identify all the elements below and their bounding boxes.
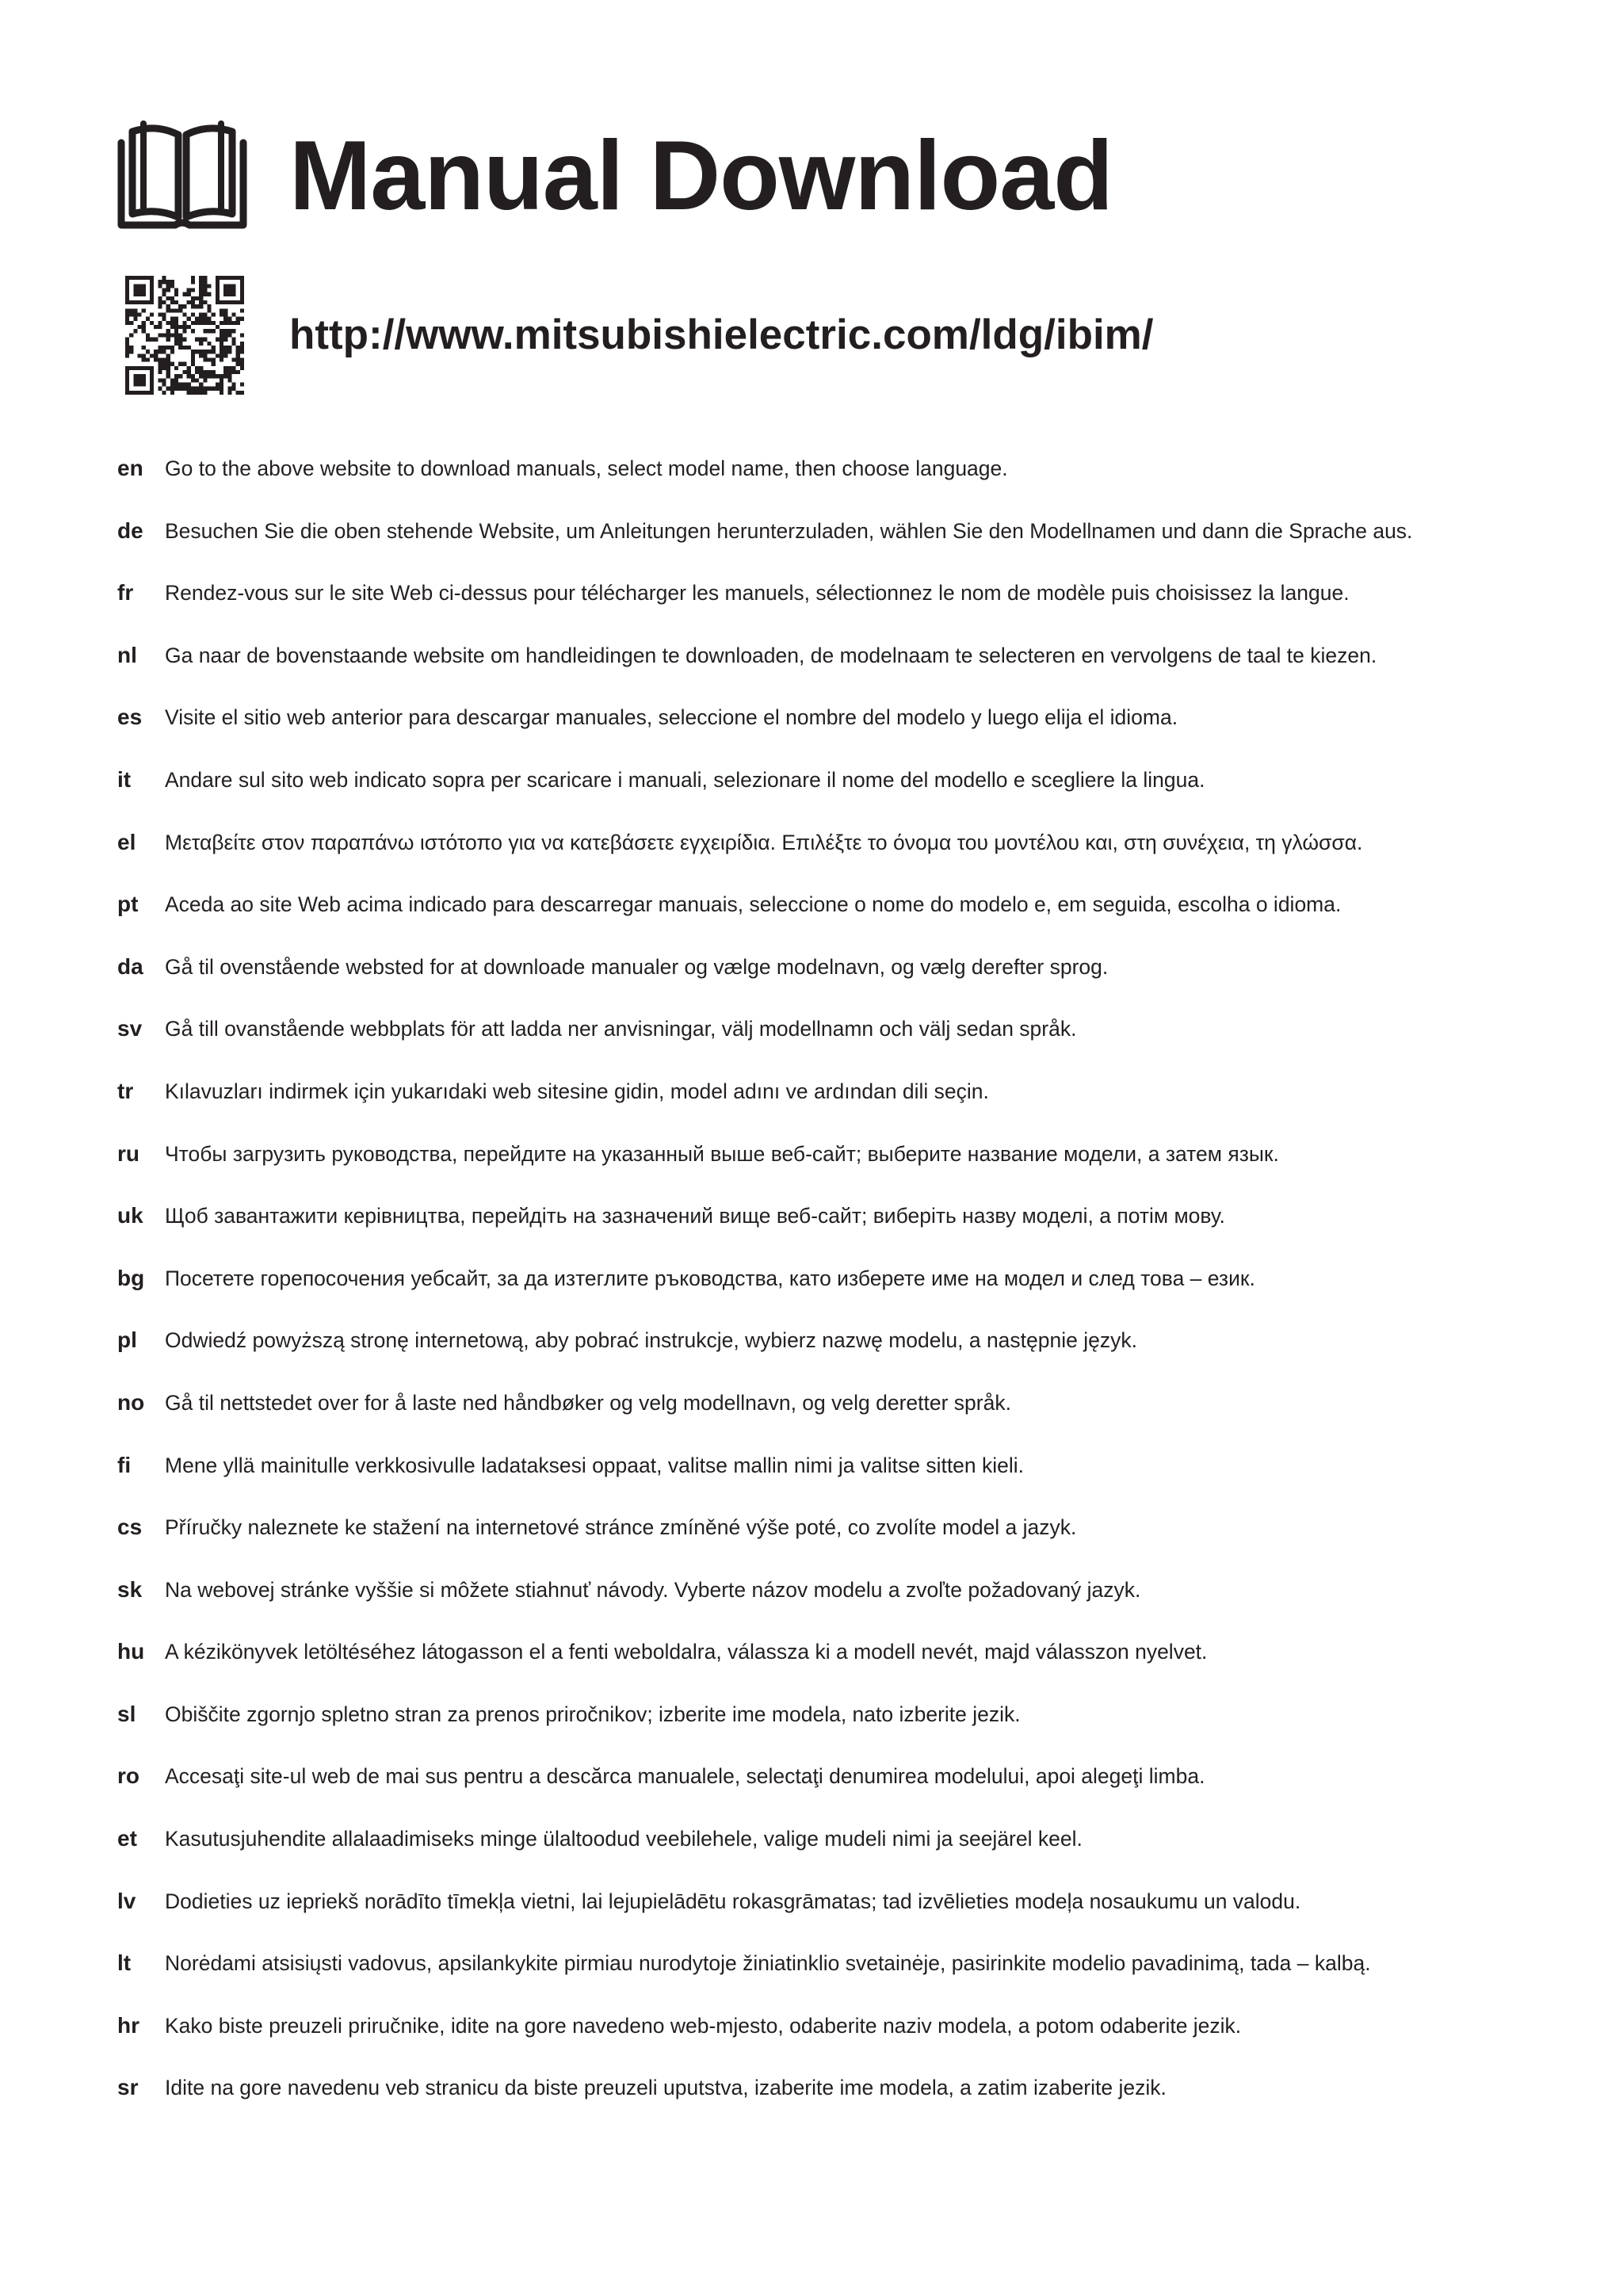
language-instruction: Go to the above website to download manuals, select model name, then choose language. (165, 457, 1008, 480)
qr-code[interactable] (125, 276, 244, 395)
language-instruction: Idite na gore navedenu veb stranicu da biste preuzeli uputstva, izaberite ime modela, a zatim izaberite jezik. (165, 2076, 1167, 2100)
language-row-el (117, 830, 1591, 892)
language-code: ro (117, 1763, 139, 1789)
language-code: de (117, 518, 143, 543)
language-instruction: Na webovej stránke vyššie si môžete stiahnuť návody. Vyberte názov modelu a zvoľte požadovaný jazyk. (165, 1577, 1141, 1602)
language-row-sl (117, 1702, 1591, 1764)
language-row-de (117, 518, 1591, 581)
language-instruction: Kasutusjuhendite allalaadimiseks minge ülaltoodud veebilehele, valige mudeli nimi ja seejärel keel. (165, 1827, 1083, 1851)
language-row-pt (117, 892, 1591, 954)
language-row-tr (117, 1079, 1591, 1141)
language-row-en (117, 456, 1591, 518)
language-code: it (117, 766, 132, 792)
language-code: hu (117, 1639, 145, 1664)
language-code: ru (117, 1140, 139, 1166)
language-instruction: Visite el sitio web anterior para descargar manuales, seleccione el nombre del modelo y luego elija el idioma. (165, 705, 1178, 730)
language-instruction: Andare sul sito web indicato sopra per scaricare i manuali, selezionare il nome del modello e scegliere la lingua. (165, 767, 1205, 792)
language-row-hr (117, 2013, 1591, 2076)
language-code: fi (117, 1452, 132, 1477)
language-code: lv (117, 1888, 136, 1913)
language-code: el (117, 829, 136, 854)
language-instruction: Ga naar de bovenstaande website om handleidingen te downloaden, de modelnaam te selecteren en vervolgens de taal te kiezen. (165, 643, 1377, 667)
open-book-icon (115, 119, 250, 231)
language-row-no (117, 1390, 1591, 1453)
language-instruction: Mene yllä mainitulle verkkosivulle ladataksesi oppaat, valitse mallin nimi ja valitse sitten kieli. (165, 1453, 1025, 1477)
language-instruction: Gå till ovanstående webbplats för att ladda ner anvisningar, välj modellnamn och välj sedan språk. (165, 1017, 1077, 1041)
language-row-ru (117, 1141, 1591, 1204)
language-row-sr (117, 2075, 1591, 2137)
language-instruction: Щоб завантажити керівництва, перейдіть на зазначений вище веб-сайт; виберіть назву моделі, а потім мову. (165, 1204, 1225, 1228)
language-code: lt (117, 1950, 132, 1976)
language-code: uk (117, 1203, 143, 1228)
language-instruction: Μεταβείτε στον παραπάνω ιστότοπο για να κατεβάσετε εγχειρίδια. Επιλέξτε το όνομα του μοντέλου και, στη συνέχεια, τη γλώσσα. (165, 830, 1363, 854)
language-instruction: Accesaţi site-ul web de mai sus pentru a descărca manualele, selectaţi denumirea modelului, apoi alegeţi limba. (165, 1764, 1205, 1789)
language-row-cs (117, 1515, 1591, 1577)
language-row-hu (117, 1639, 1591, 1702)
language-code: sr (117, 2075, 139, 2100)
language-code: nl (117, 642, 137, 667)
language-code: bg (117, 1265, 145, 1290)
language-code: no (117, 1389, 145, 1415)
language-code: pl (117, 1328, 137, 1353)
language-code: es (117, 705, 143, 730)
language-code: sv (117, 1016, 143, 1041)
language-instruction: Посетете горепосочения уебсайт, за да изтеглите ръководства, като изберете име на модел и след това – език. (165, 1266, 1255, 1290)
language-instruction: Norėdami atsisiųsti vadovus, apsilankykite pirmiau nurodytoje žiniatinklio svetainėje, pasirinkite modelio pavadinimą, tada – kalbą. (165, 1951, 1371, 1976)
language-row-uk (117, 1203, 1591, 1266)
language-instruction: Gå til nettstedet over for å laste ned håndbøker og velg modellnavn, og velg deretter språk. (165, 1390, 1011, 1415)
language-code: da (117, 953, 143, 979)
language-instruction: A kézikönyvek letöltéséhez látogasson el a fenti weboldalra, válassza ki a modell nevét, majd válasszon nyelvet. (165, 1640, 1208, 1664)
language-row-lv (117, 1889, 1591, 1951)
language-row-it (117, 767, 1591, 830)
language-instruction: Příručky naleznete ke stažení na internetové stránce zmíněné výše poté, co zvolíte model a jazyk. (165, 1515, 1077, 1540)
language-instruction: Besuchen Sie die oben stehende Website, um Anleitungen herunterzuladen, wählen Sie den Modellnamen und dann die Sprache aus. (165, 518, 1413, 543)
language-row-nl (117, 643, 1591, 705)
language-row-pl (117, 1328, 1591, 1390)
language-row-lt (117, 1950, 1591, 2013)
language-row-sv (117, 1016, 1591, 1079)
language-row-fr (117, 580, 1591, 643)
language-code: pt (117, 892, 139, 917)
language-row-sk (117, 1577, 1591, 1640)
page-title: Manual Download (289, 121, 1113, 231)
language-instruction: Чтобы загрузить руководства, перейдите на указанный выше веб-сайт; выберите название модели, а затем язык. (165, 1141, 1279, 1166)
language-code: fr (117, 580, 134, 606)
language-row-es (117, 705, 1591, 767)
language-row-ro (117, 1763, 1591, 1826)
language-instruction: Gå til ovenstående websted for at downloade manualer og vælge modelnavn, og vælg derefter sprog. (165, 954, 1109, 979)
language-row-fi (117, 1453, 1591, 1515)
language-instruction: Kako biste preuzeli priručnike, idite na gore navedeno web-mjesto, odaberite naziv modela, a potom odaberite jezik. (165, 2013, 1242, 2038)
language-code: cs (117, 1515, 143, 1540)
language-code: en (117, 456, 143, 480)
language-row-et (117, 1826, 1591, 1889)
language-instruction: Aceda ao site Web acima indicado para descarregar manuais, seleccione o nome do modelo e, em seguida, escolha o idioma. (165, 892, 1342, 917)
language-instruction-list (117, 456, 1591, 2137)
language-code: sl (117, 1701, 136, 1726)
language-row-da (117, 954, 1591, 1017)
language-code: et (117, 1826, 137, 1851)
language-instruction: Kılavuzları indirmek için yukarıdaki web sitesine gidin, model adını ve ardından dili seçin. (165, 1079, 989, 1103)
language-instruction: Rendez-vous sur le site Web ci-dessus pour télécharger les manuels, sélectionnez le nom de modèle puis choisissez la langue. (165, 581, 1350, 606)
language-instruction: Dodieties uz iepriekš norādīto tīmekļa vietni, lai lejupielādētu rokasgrāmatas; tad izvēlieties modeļa nosaukumu un valodu. (165, 1889, 1301, 1913)
language-instruction: Odwiedź powyższą stronę internetową, aby pobrać instrukcje, wybierz nazwę modelu, a następnie język. (165, 1328, 1137, 1353)
language-code: sk (117, 1576, 143, 1602)
language-code: hr (117, 2012, 139, 2038)
language-code: tr (117, 1078, 134, 1103)
download-url[interactable]: http://www.mitsubishielectric.com/ldg/ibim/ (289, 311, 1154, 358)
language-row-bg (117, 1266, 1591, 1328)
language-instruction: Obiščite zgornjo spletno stran za prenos priročnikov; izberite ime modela, nato izberite jezik. (165, 1702, 1021, 1726)
